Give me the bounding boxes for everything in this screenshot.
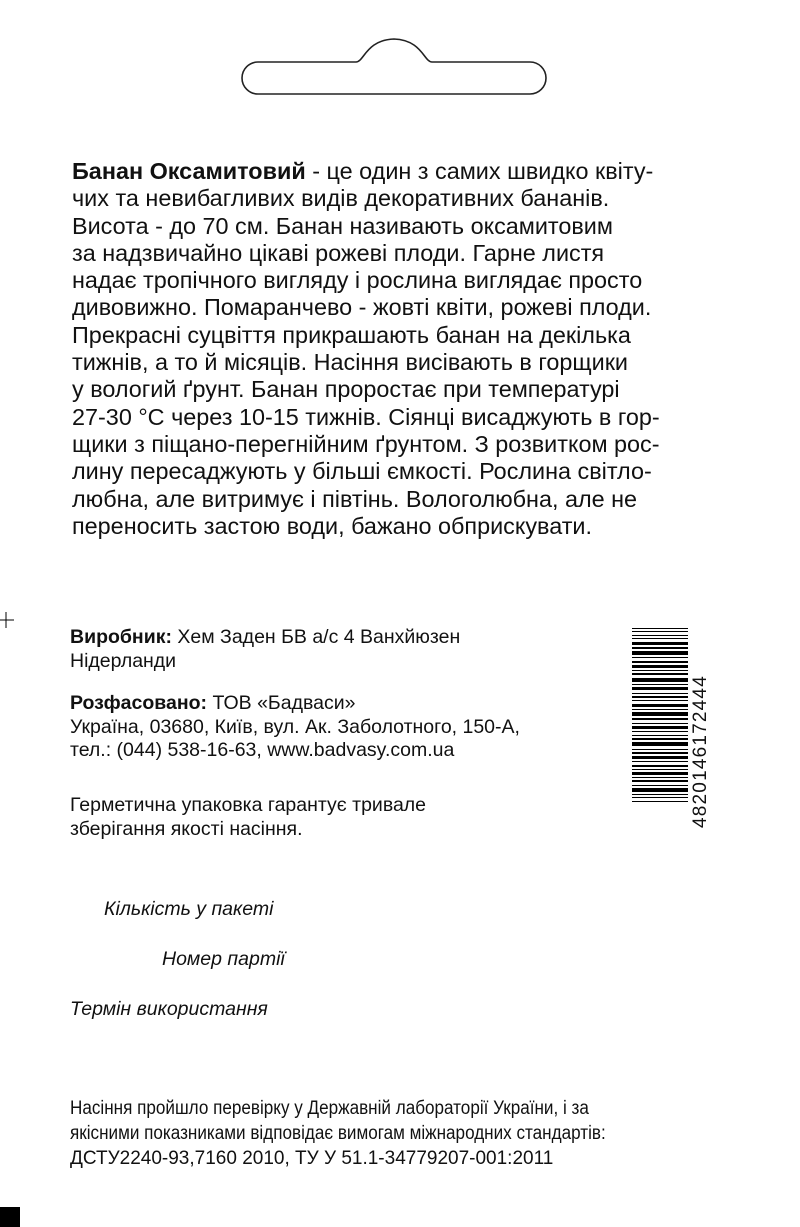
barcode-bar — [632, 749, 688, 750]
packer-label: Розфасовано: — [70, 692, 208, 714]
barcode-bar — [632, 731, 688, 732]
barcode-bar — [632, 723, 688, 724]
barcode-bar — [632, 647, 688, 649]
barcode-bar — [632, 657, 688, 658]
barcode-bar — [632, 801, 688, 802]
barcode-bars — [632, 628, 688, 872]
barcode-bar — [632, 628, 688, 629]
description-line: чих та невибагливих видів декоративних бананів. — [72, 185, 610, 212]
expiry-term-label: Термін використання — [70, 998, 268, 1020]
barcode-bar — [632, 678, 688, 682]
registration-mark — [0, 1207, 20, 1227]
certification-note: Насіння пройшло перевірку у Державній лабораторії України, і за якісними показниками відповідає вимогам міжнародних стандартів: ДСТУ2240-93,7160 2010, ТУ У 51.1-34779207-001:2011 — [70, 1098, 606, 1169]
barcode-bar — [632, 687, 688, 690]
description-line: дивовижно. Помаранчево - жовті квіти, рожеві плоди. — [72, 294, 652, 321]
barcode-bar — [632, 638, 688, 639]
description-line: любна, але витримує і півтінь. Вологолюбна, але не — [72, 485, 638, 512]
packer-address: Україна, 03680, Київ, вул. Ак. Заболотного, 150-А, — [70, 715, 520, 738]
batch-number-label: Номер партії — [162, 948, 285, 970]
description-line: Банан Оксамитовий - це один з самих швидко квіту- — [72, 158, 654, 184]
manufacturer-country: Нідерланди — [70, 649, 177, 672]
barcode-digits: 4820146172444 — [690, 675, 711, 829]
description-line: Висота - до 70 см. Банан називають оксамитовим — [72, 212, 613, 239]
barcode-bar — [632, 709, 688, 710]
barcode-bar — [632, 726, 688, 729]
barcode-bar — [632, 738, 688, 740]
barcode-bar — [632, 642, 688, 645]
packer-value: ТОВ «Бадваси» — [207, 692, 356, 714]
barcode-bar — [632, 742, 688, 746]
manufacturer-block — [70, 626, 630, 673]
barcode-bar — [632, 635, 688, 636]
barcode-bar — [632, 772, 688, 775]
barcode-bar — [632, 752, 688, 754]
barcode-bar — [632, 712, 688, 716]
product-description — [72, 158, 732, 540]
description-line: тижнів, а то й місяців. Насіння висівають в горщики — [72, 349, 628, 376]
barcode-bar — [632, 769, 688, 770]
description-line: Прекрасні суцвіття прикрашають банан на декілька — [72, 321, 631, 348]
barcode-bar — [632, 696, 688, 698]
quantity-label: Кількість у пакеті — [104, 898, 274, 920]
description-line: у вологий ґрунт. Банан проростає при температурі — [72, 376, 620, 403]
barcode-bar — [632, 670, 688, 671]
barcode-bar — [632, 788, 688, 792]
barcode-bar — [632, 684, 688, 685]
barcode-bar — [632, 735, 688, 736]
description-line: за надзвичайно цікаві рожеві плоди. Гарне листя — [72, 239, 605, 266]
crop-mark — [0, 612, 20, 628]
manufacturer-value: Хем Заден БВ а/с 4 Ванхйюзен — [171, 626, 461, 648]
barcode-bar — [632, 661, 688, 663]
barcode-bar — [632, 794, 688, 795]
barcode-bar — [632, 797, 688, 798]
barcode-bar — [632, 704, 688, 707]
barcode-bar — [632, 777, 688, 778]
hanger-hole-outline — [238, 34, 550, 96]
barcode-bar — [632, 693, 688, 694]
barcode-bar — [632, 780, 688, 782]
barcode-bar — [632, 756, 688, 759]
barcode-bar — [632, 673, 688, 675]
barcode-bar — [632, 700, 688, 701]
barcode-bar — [632, 631, 688, 632]
description-line: щики з піщано-перегнійним ґрунтом. З розвитком рос- — [72, 430, 660, 457]
description-line: 27-30 °С через 10-15 тижнів. Сіянці висаджують в гор- — [72, 403, 660, 430]
manufacturer-label: Виробник: — [70, 626, 172, 648]
barcode-bar — [632, 761, 688, 762]
description-line: надає тропічного вигляду і рослина виглядає просто — [72, 267, 643, 294]
barcode-bar — [632, 785, 688, 786]
packer-contacts: тел.: (044) 538-16-63, www.badvasy.com.ua — [70, 739, 455, 761]
description-line: переносить застою води, бажано обприскувати. — [72, 512, 592, 539]
seal-note: Герметична упаковка гарантує тривале зберігання якості насіння. — [70, 794, 427, 840]
barcode-bar — [632, 665, 688, 668]
description-line: лину пересаджують у більші ємкості. Рослина світло- — [72, 458, 652, 485]
barcode-bar — [632, 651, 688, 655]
barcode-bar — [632, 718, 688, 720]
barcode-bar — [632, 765, 688, 767]
product-title: Банан Оксамитовий — [72, 158, 306, 184]
packer-block — [70, 692, 630, 763]
